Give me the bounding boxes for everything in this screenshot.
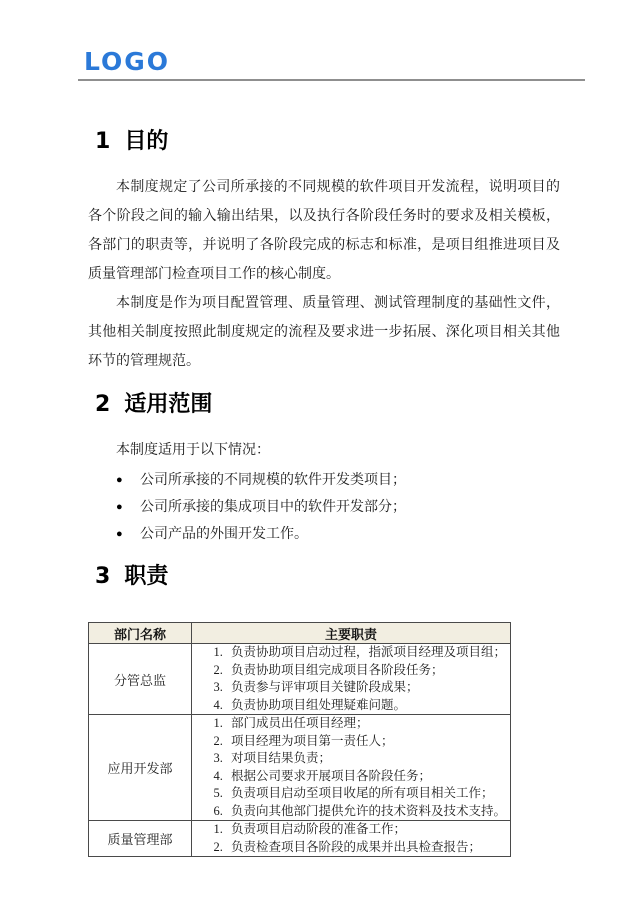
section-1-title: 目的	[124, 129, 169, 154]
purpose-paragraph-1: 本制度规定了公司所承接的不同规模的软件项目开发流程，说明项目的各个阶段之间的输入输出结果，以及执行各阶段任务时的要求及相关模板，各部门的职责等，并说明了各阶段完成的标志和标准，是项目组推进项目及质量管理部门检查项目工作的核心制度。	[88, 180, 560, 282]
section-2-number: 2	[95, 392, 111, 417]
section-2-heading	[95, 390, 560, 420]
duties-cell	[192, 715, 511, 821]
duty-item: 6. 负责向其他部门提供允许的技术资料及技术支持。	[226, 803, 510, 821]
scope-bullet-text: 公司所承接的集成项目中的软件开发部分；	[140, 500, 406, 515]
bullet-dot-icon: ●	[116, 501, 123, 513]
duty-item: 4. 负责协助项目组处理疑难问题。	[226, 697, 510, 715]
duty-item: 1. 负责项目启动阶段的准备工作；	[226, 821, 510, 839]
bullet-dot-icon: ●	[116, 528, 123, 540]
table-header-department: 部门名称	[89, 623, 192, 644]
scope-bullet-text: 公司产品的外围开发工作。	[140, 527, 308, 542]
scope-bullet-text: 公司所承接的不同规模的软件开发类项目；	[140, 473, 406, 488]
table-row	[89, 644, 511, 715]
duty-list	[192, 821, 510, 856]
document-content	[88, 127, 560, 857]
duty-item: 2. 项目经理为项目第一责任人；	[226, 733, 510, 751]
department-cell: 质量管理部	[89, 821, 192, 857]
scope-bullet-item	[88, 521, 560, 548]
section-3-title: 职责	[124, 564, 169, 589]
section-2-title: 适用范围	[124, 392, 213, 417]
duty-item: 3. 负责参与评审项目关键阶段成果；	[226, 679, 510, 697]
duty-item: 1. 负责协助项目启动过程，指派项目经理及项目组；	[226, 644, 510, 662]
section-1-number: 1	[95, 129, 111, 154]
table-header-row	[89, 623, 511, 644]
company-logo: LOGO	[84, 47, 171, 76]
duties-cell	[192, 644, 511, 715]
duty-item: 4. 根据公司要求开展项目各阶段任务；	[226, 768, 510, 786]
department-cell: 分管总监	[89, 644, 192, 715]
table-row	[89, 715, 511, 821]
department-cell: 应用开发部	[89, 715, 192, 821]
duty-list	[192, 644, 510, 714]
scope-intro: 本制度适用于以下情况：	[116, 443, 270, 458]
section-3-heading	[95, 562, 560, 592]
duties-cell	[192, 821, 511, 857]
section-3-number: 3	[95, 564, 111, 589]
duty-item: 2. 负责检查项目各阶段的成果并出具检查报告；	[226, 839, 510, 857]
duty-item: 5. 负责项目启动至项目收尾的所有项目相关工作；	[226, 785, 510, 803]
table-header-duties: 主要职责	[192, 623, 511, 644]
scope-bullet-item	[88, 494, 560, 521]
purpose-paragraph-2: 本制度是作为项目配置管理、质量管理、测试管理制度的基础性文件，其他相关制度按照此制度规定的流程及要求进一步拓展、深化项目相关其他环节的管理规范。	[88, 296, 560, 369]
duty-list	[192, 715, 510, 820]
duty-item: 1. 部门成员出任项目经理；	[226, 715, 510, 733]
responsibilities-table	[88, 622, 511, 857]
scope-bullet-item	[88, 467, 560, 494]
header-divider	[78, 79, 585, 81]
scope-bullet-list	[88, 467, 560, 548]
section-1-heading	[95, 127, 560, 157]
bullet-dot-icon: ●	[116, 474, 123, 486]
table-row	[89, 821, 511, 857]
duty-item: 2. 负责协助项目组完成项目各阶段任务；	[226, 662, 510, 680]
duty-item: 3. 对项目结果负责；	[226, 750, 510, 768]
